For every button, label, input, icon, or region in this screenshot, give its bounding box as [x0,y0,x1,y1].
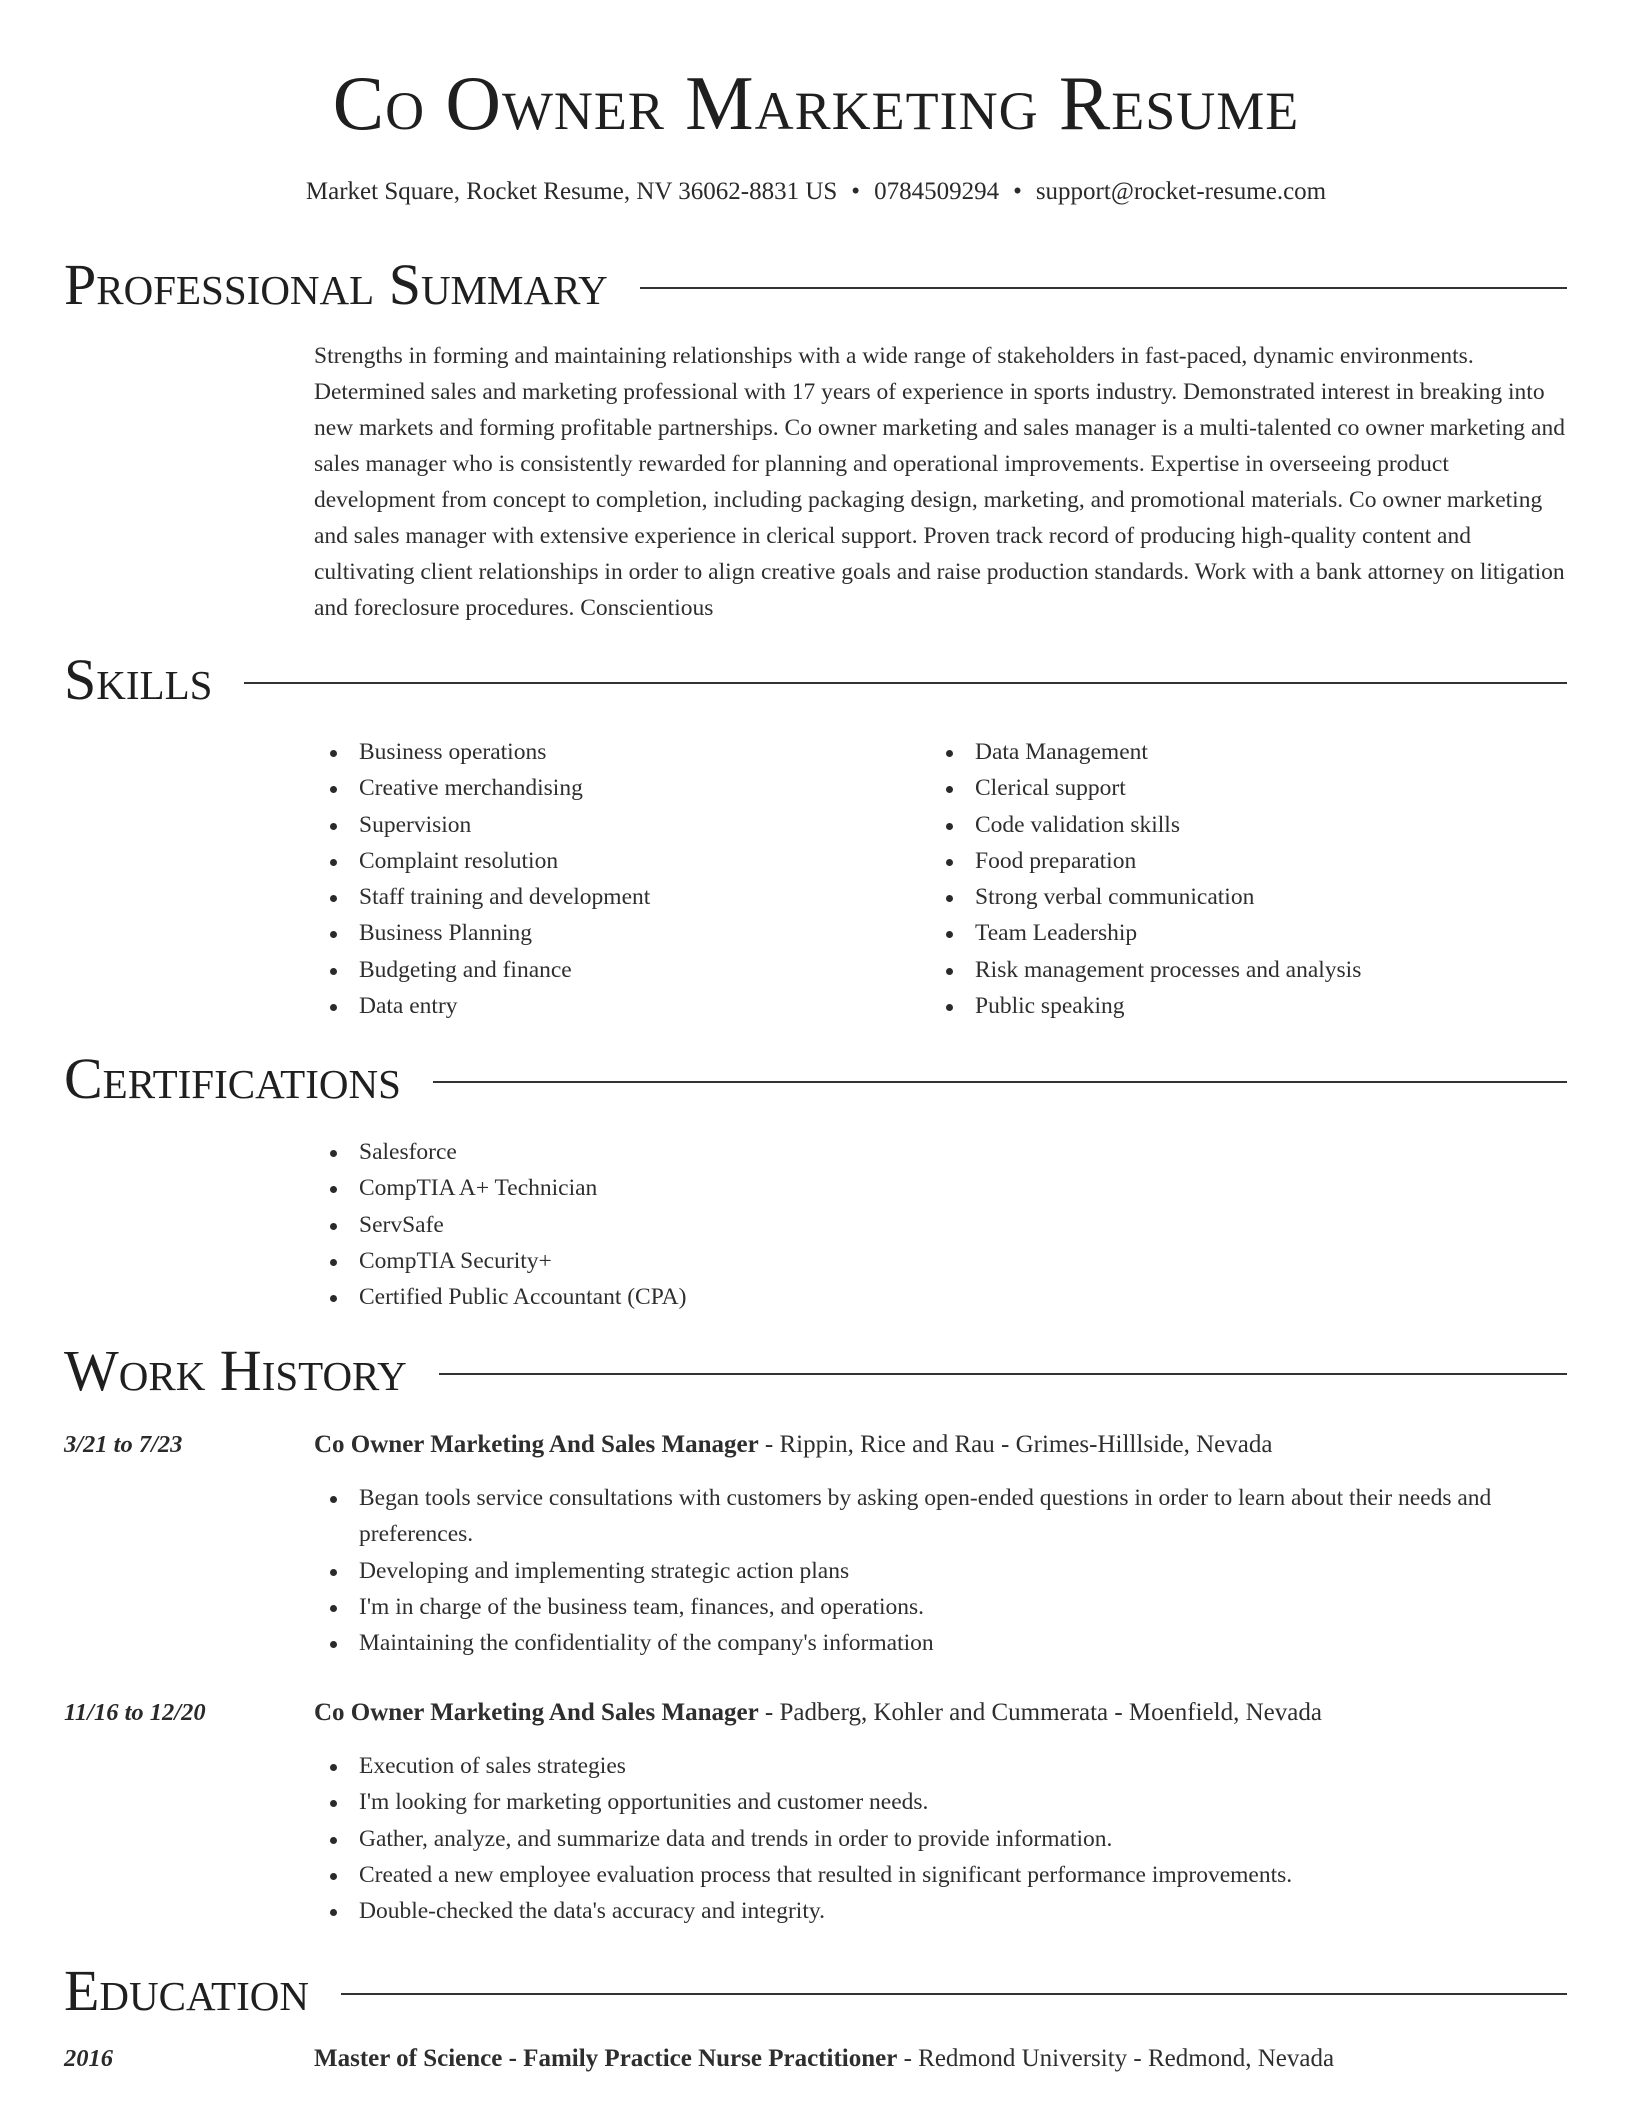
certification-item: CompTIA Security+ [314,1243,1114,1279]
job-heading [314,1696,1574,1730]
job-bullet: Maintaining the confidentiality of the company's information [314,1625,1574,1661]
skill-item: Creative merchandising [314,770,914,806]
contact-address: Market Square, Rocket Resume, NV 36062-8831 US [305,178,838,205]
skill-item: Strong verbal communication [930,879,1550,915]
section-divider [640,287,1567,289]
skill-item: Clerical support [930,770,1550,806]
job-bullet-list [314,1748,1574,1929]
section-divider [439,1373,1567,1375]
skill-item: Data entry [314,988,914,1024]
job-details: - Padberg, Kohler and Cummerata - Moenfield, Nevada [758,1699,1322,1726]
skill-item: Food preparation [930,843,1550,879]
resume-title: Co Owner Marketing Resume [332,60,1300,146]
skill-item: Staff training and development [314,879,914,915]
skill-item: Team Leadership [930,915,1550,951]
skill-item: Complaint resolution [314,843,914,879]
job-bullet-list [314,1480,1574,1661]
education-year: 2016 [64,2045,113,2072]
skills-list-left [314,734,914,1024]
contact-phone: 0784509294 [874,178,1000,205]
contact-email: support@rocket-resume.com [1035,178,1327,205]
skills-list-right [930,734,1550,1024]
education-heading [314,2042,1574,2076]
job-dates: 11/16 to 12/20 [64,1699,206,1726]
contact-separator: • [1013,178,1022,205]
section-title-skills: Skills [64,647,213,712]
job-bullet: Gather, analyze, and summarize data and trends in order to provide information. [314,1821,1574,1857]
skill-item: Public speaking [930,988,1550,1024]
section-title-work: Work History [64,1338,407,1403]
certification-item: Certified Public Accountant (CPA) [314,1279,1114,1315]
job-bullet: I'm in charge of the business team, finances, and operations. [314,1589,1574,1625]
contact-separator: • [851,178,861,205]
job-details: - Rippin, Rice and Rau - Grimes-Hilllside, Nevada [758,1431,1273,1458]
skill-item: Budgeting and finance [314,952,914,988]
certifications-list [314,1134,1114,1315]
certification-item: ServSafe [314,1207,1114,1243]
section-title-certifications: Certifications [64,1046,401,1111]
summary-paragraph: Strengths in forming and maintaining relationships with a wide range of stakeholders in fast-paced, dynamic environments. Determined sales and marketing professional with 17 years of experience in sports industry. Demonstrated interest in breaking into new markets and forming profitable partnerships. Co owner marketing and sales manager is a multi-talented co owner marketing and sales manager who is consistently rewarded for planning and operational improvements. Expertise in overseeing product development from concept to completion, including packaging design, marketing, and promotional materials. Co owner marketing and sales manager with extensive experience in clerical support. Proven track record of producing high-quality content and cultivating client relationships in order to align creative goals and raise production standards. Work with a bank attorney on litigation and foreclosure procedures. Conscientious [314,343,1565,621]
skill-item: Business Planning [314,915,914,951]
job-bullet: Created a new employee evaluation process that resulted in significant performance improvements. [314,1857,1574,1893]
certification-item: Salesforce [314,1134,1114,1170]
job-bullet: I'm looking for marketing opportunities and customer needs. [314,1784,1574,1820]
section-header-education [64,1956,1567,2026]
job-bullet: Execution of sales strategies [314,1748,1574,1784]
job-dates: 3/21 to 7/23 [64,1431,183,1458]
job-bullet: Double-checked the data's accuracy and integrity. [314,1893,1574,1929]
job-heading [314,1428,1574,1462]
job-role: Co Owner Marketing And Sales Manager [314,1699,759,1726]
skill-item: Supervision [314,807,914,843]
job-role: Co Owner Marketing And Sales Manager [314,1431,759,1458]
section-divider [433,1081,1567,1083]
skill-item: Risk management processes and analysis [930,952,1550,988]
section-header-work [64,1336,1567,1406]
section-header-summary [64,250,1567,320]
section-header-skills [64,645,1567,715]
section-title-summary: Professional Summary [64,252,608,317]
education-degree: Master of Science - Family Practice Nurse Practitioner [314,2045,898,2072]
skill-item: Code validation skills [930,807,1550,843]
contact-line [0,176,1632,208]
section-divider [341,1993,1567,1995]
section-header-certifications [64,1044,1567,1114]
job-bullet: Began tools service consultations with customers by asking open-ended questions in order to learn about their needs and preferences. [314,1480,1574,1553]
section-divider [244,682,1567,684]
skill-item: Data Management [930,734,1550,770]
education-details: - Redmond University - Redmond, Nevada [897,2045,1335,2072]
certification-item: CompTIA A+ Technician [314,1170,1114,1206]
section-title-education: Education [64,1958,309,2023]
skill-item: Business operations [314,734,914,770]
job-bullet: Developing and implementing strategic action plans [314,1553,1574,1589]
